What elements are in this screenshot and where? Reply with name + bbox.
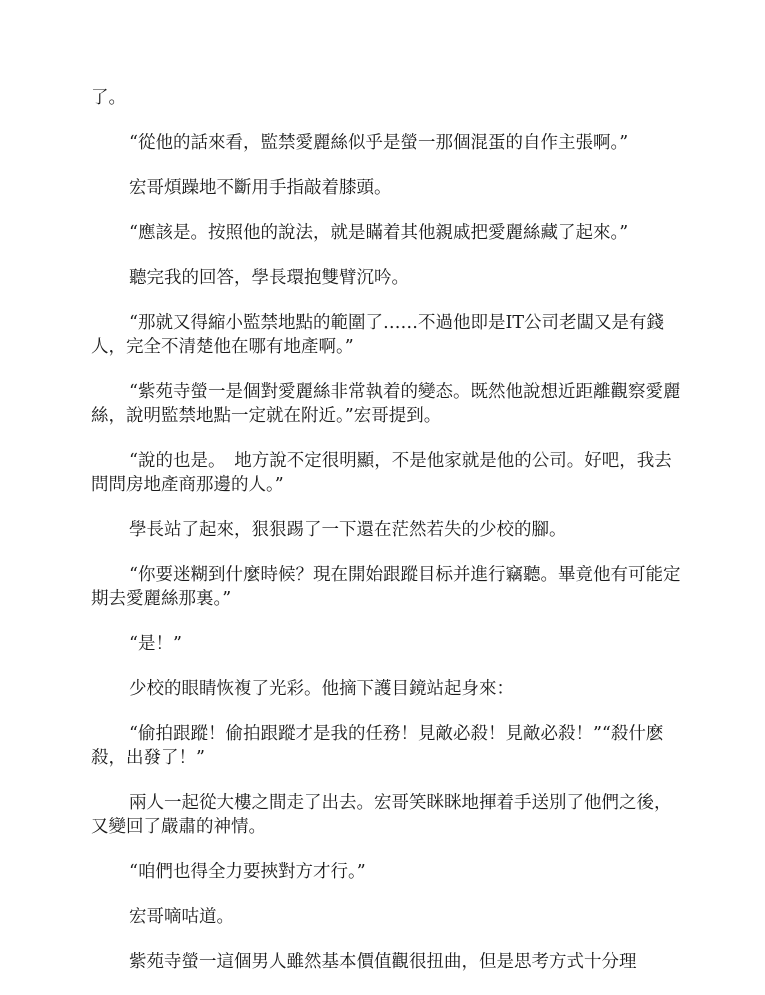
paragraph: “你要迷糊到什麼時候？現在開始跟蹤目标并進行竊聽。畢竟他有可能定期去愛麗絲那裏。”: [91, 565, 681, 609]
paragraph: “偷拍跟蹤！偷拍跟蹤才是我的任務！見敵必殺！見敵必殺！”“殺什麽殺，出發了！”: [91, 724, 664, 768]
paragraph: 聽完我的回答，學長環抱雙臂沉吟。: [129, 268, 409, 288]
paragraph: 宏哥嘀咕道。: [129, 907, 234, 927]
paragraph: 宏哥煩躁地不斷用手指敲着膝頭。: [129, 178, 392, 198]
paragraph: 紫苑寺螢一這個男人雖然基本價值觀很扭曲，但是思考方式十分理: [129, 952, 637, 972]
paragraph: “是！”: [129, 634, 182, 654]
paragraph: “說的也是。 地方說不定很明顯，不是他家就是他的公司。好吧，我去問問房地產商那邊的人。”: [91, 451, 672, 495]
paragraph: “從他的話來看，監禁愛麗絲似乎是螢一那個混蛋的自作主張啊。”: [129, 133, 629, 153]
paragraph: 學長站了起來，狠狠踢了一下還在茫然若失的少校的腳。: [129, 520, 567, 540]
paragraph: 了。: [91, 88, 126, 108]
paragraph: “紫苑寺螢一是個對愛麗絲非常執着的變态。既然他說想近距離觀察愛麗絲，說明監禁地點一定就在附近。”宏哥提到。: [91, 382, 681, 426]
paragraph: 少校的眼睛恢複了光彩。他摘下護目鏡站起身來：: [129, 679, 514, 699]
paragraph: “咱們也得全力要挾對方才行。”: [129, 862, 366, 882]
paragraph: “那就又得縮小監禁地點的範圍了……不過他即是IT公司老闆又是有錢人，完全不清楚他在哪有地產啊。”: [91, 313, 665, 357]
paragraph: “應該是。按照他的說法，就是瞞着其他親戚把愛麗絲藏了起來。”: [129, 223, 629, 243]
paragraph: 兩人一起從大樓之間走了出去。宏哥笑眯眯地揮着手送別了他們之後，又變回了嚴肅的神情。: [91, 793, 672, 837]
body-text: [91, 86, 681, 995]
